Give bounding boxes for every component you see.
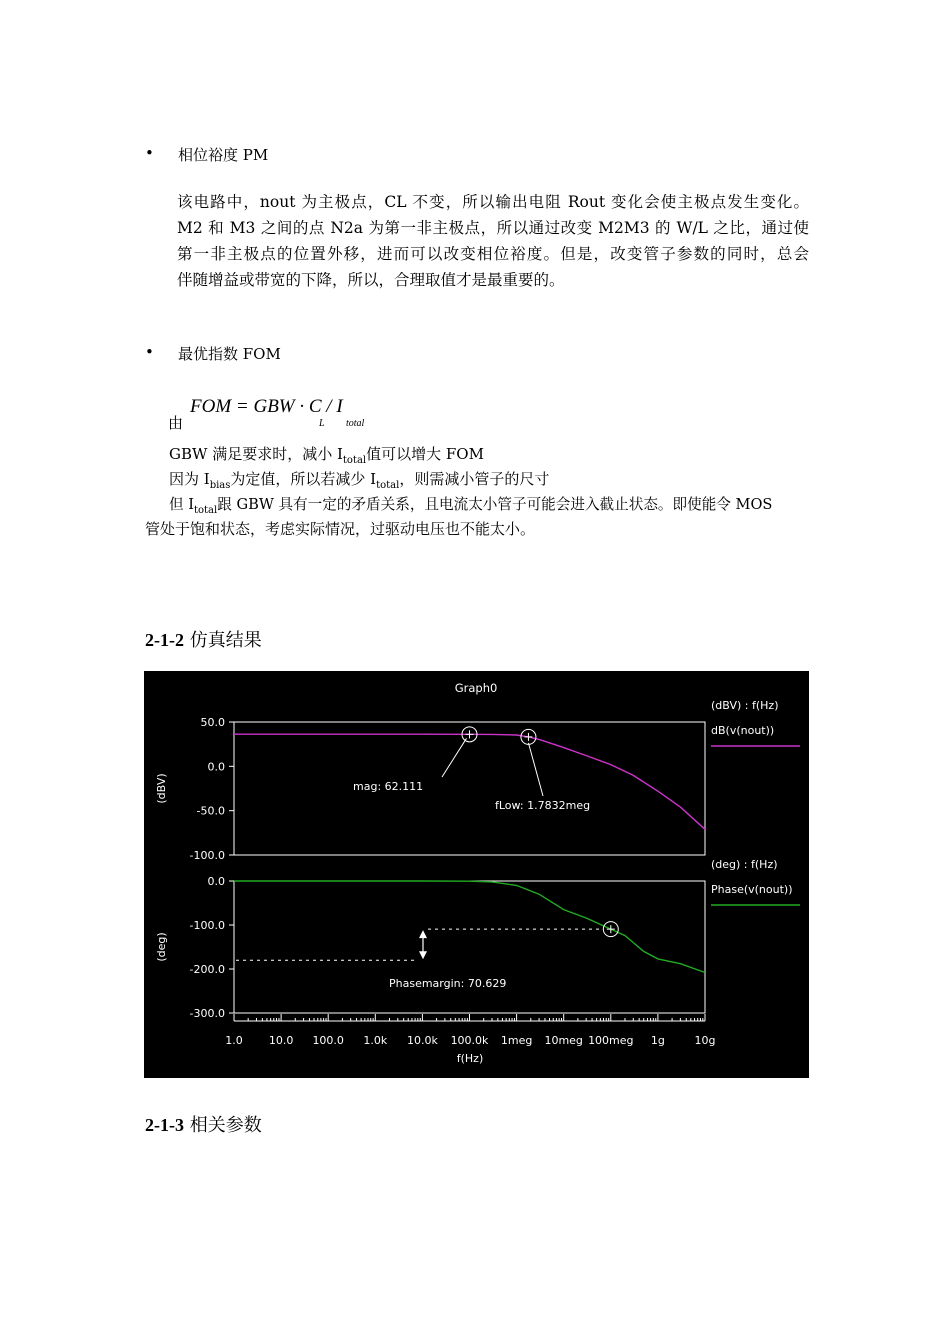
x-tick-label: 1meg (500, 1034, 533, 1047)
y-tick-label: -300.0 (189, 1007, 225, 1020)
paragraph-line: 该电路中，nout 为主极点，CL 不变，所以输出电阻 Rout 变化会使主极点发生变化。 (177, 193, 809, 211)
section-heading-simulation (145, 626, 262, 652)
paragraph-line: 第一非主极点的位置外移，进而可以改变相位裕度。但是，改变管子参数的同时，总会 (177, 245, 809, 263)
y-tick-label: -50.0 (196, 804, 225, 818)
formula-subscript-l: L (319, 418, 325, 429)
series-line-1 (234, 881, 705, 973)
section-heading-parameters (145, 1111, 262, 1137)
subscript: bias (209, 480, 231, 491)
y-tick-label: 0.0 (207, 875, 225, 888)
arrow-head (419, 930, 427, 938)
text-run: 因为 I (169, 470, 210, 488)
text-run: ，则需减小管子的尺寸 (399, 470, 550, 488)
x-tick-label: 10g (694, 1034, 716, 1047)
fom-line-2 (169, 468, 549, 491)
bullet-text: 相位裕度 PM (178, 146, 269, 164)
subscript: total (194, 505, 218, 516)
plot-frame (234, 881, 705, 1013)
legend-unit: (deg) : f(Hz) (711, 858, 778, 871)
x-axis-label: f(Hz) (456, 1052, 484, 1065)
fom-line-1 (169, 443, 484, 466)
heading-number: 2-1-2 (145, 630, 184, 650)
y-tick-label: 50.0 (200, 716, 225, 729)
graph-title: Graph0 (454, 681, 498, 695)
y-axis-label: (dBV) (155, 773, 168, 804)
x-tick-label: 10meg (544, 1034, 583, 1047)
y-tick-label: -100.0 (189, 849, 225, 862)
formula-expression: FOM = GBW · C / I (190, 396, 343, 417)
text-run: GBW 满足要求时，减小 I (169, 445, 343, 463)
x-tick-label: 1g (650, 1034, 665, 1047)
y-tick-label: 0.0 (207, 760, 225, 774)
arrow-head (419, 951, 427, 959)
fom-line-3 (169, 493, 772, 516)
subscript: total (376, 480, 400, 491)
subscript: total (342, 455, 367, 466)
y-axis-label: (deg) (155, 932, 168, 962)
x-tick-label: 100.0k (450, 1034, 489, 1047)
text-run: 跟 GBW 具有一定的矛盾关系，且电流太小管子可能会进入截止状态。即使能令 MOS (217, 496, 773, 513)
bullet-dot: • (145, 144, 154, 162)
annotation-label: fLow: 1.7832meg (495, 799, 591, 812)
x-tick-label: 10.0 (268, 1034, 294, 1047)
legend-unit: (dBV) : f(Hz) (711, 699, 779, 712)
y-tick-label: -200.0 (189, 963, 225, 976)
paragraph-line: 伴随增益或带宽的下降，所以，合理取值才是最重要的。 (177, 271, 565, 289)
x-tick-label: 100.0 (312, 1034, 344, 1047)
series-line-0 (234, 734, 705, 829)
text-run: 值可以增大 FOM (366, 445, 484, 463)
annotation-leader (442, 738, 467, 777)
paragraph-line: M2 和 M3 之间的点 N2a 为第一非主极点，所以通过改变 M2M3 的 W/L 之比，通过使 (177, 219, 809, 237)
bullet-text: 最优指数 FOM (178, 345, 281, 363)
annotation-label: Phasemargin: 70.629 (389, 977, 507, 990)
heading-text: 相关参数 (184, 1115, 262, 1136)
graph-svg (144, 671, 809, 1078)
x-tick-label: 10.0k (406, 1034, 438, 1047)
x-tick-label: 1.0k (363, 1034, 388, 1047)
legend-series-name: dB(v(nout)) (711, 724, 775, 737)
bullet-dot: • (145, 343, 154, 361)
annotation-label: mag: 62.111 (353, 780, 424, 793)
x-tick-label: 1.0 (225, 1034, 243, 1047)
y-tick-label: -100.0 (189, 919, 225, 932)
simulation-graph (144, 671, 809, 1078)
formula-prefix: 由 (168, 414, 184, 432)
annotation-leader (528, 743, 543, 796)
text-run: 但 I (169, 496, 194, 513)
x-tick-label: 100meg (588, 1034, 634, 1047)
legend-series-name: Phase(v(nout)) (711, 883, 793, 896)
fom-line-4: 管处于饱和状态，考虑实际情况，过驱动电压也不能太小。 (145, 520, 536, 538)
heading-number: 2-1-3 (145, 1115, 184, 1135)
heading-text: 仿真结果 (184, 630, 262, 651)
paragraph-phase-margin (177, 189, 809, 293)
formula-subscript-total: total (346, 418, 365, 429)
text-run: 为定值，所以若减少 I (230, 470, 377, 488)
